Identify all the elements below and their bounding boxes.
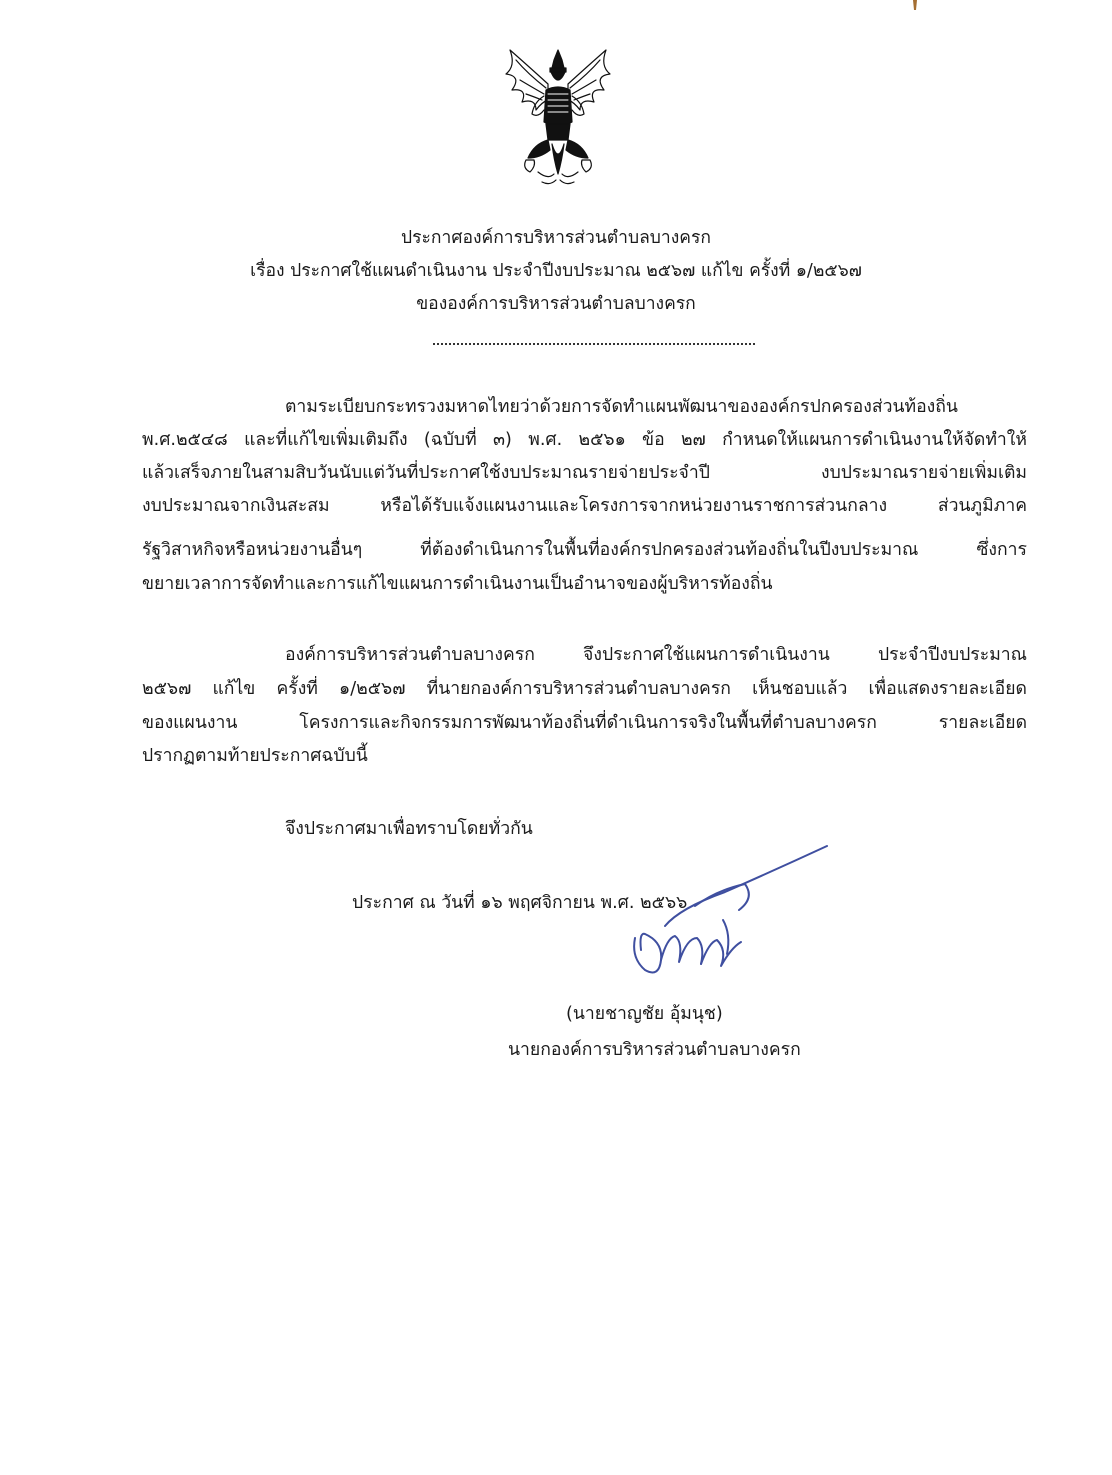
paragraph-2-line: ของแผนงาน โครงการและกิจกรรมการพัฒนาท้องถิ่นที่ดำเนินการจริงในพื้นที่ตำบลบางครก รายละเอียด xyxy=(142,713,1027,733)
garuda-emblem-icon xyxy=(498,44,618,194)
announcement-subject: เรื่อง ประกาศใช้แผนดำเนินงาน ประจำปีงบประมาณ ๒๕๖๗ แก้ไข ครั้งที่ ๑/๒๕๖๗ xyxy=(250,261,862,281)
signature-icon xyxy=(605,838,845,988)
paragraph-1-line: แล้วเสร็จภายในสามสิบวันนับแต่วันที่ประกาศใช้งบประมาณรายจ่ายประจำปี งบประมาณรายจ่ายเพิ่มเติม xyxy=(142,463,1027,483)
announcement-date: ประกาศ ณ วันที่ ๑๖ พฤศจิกายน พ.ศ. ๒๕๖๖ xyxy=(352,893,688,913)
paragraph-2-line: ปรากฏตามท้ายประกาศฉบับนี้ xyxy=(142,746,368,766)
closing-text: จึงประกาศมาเพื่อทราบโดยทั่วกัน xyxy=(285,819,533,839)
dotted-separator xyxy=(433,343,755,345)
paragraph-1-line: พ.ศ.๒๕๔๘ และที่แก้ไขเพิ่มเติมถึง (ฉบับที่ ๓) พ.ศ. ๒๕๖๑ ข้อ ๒๗ กำหนดให้แผนการดำเนินงานให้จัดทำให้ xyxy=(142,430,1027,450)
paragraph-1-line: รัฐวิสาหกิจหรือหน่วยงานอื่นๆ ที่ต้องดำเนินการในพื้นที่องค์กรปกครองส่วนท้องถิ่นในปีงบประมาณ ซึ่งการ xyxy=(142,540,1027,560)
announcement-issuer: ขององค์การบริหารส่วนตำบลบางครก xyxy=(416,294,696,314)
paragraph-1-line: ขยายเวลาการจัดทำและการแก้ไขแผนการดำเนินงานเป็นอำนาจของผู้บริหารท้องถิ่น xyxy=(142,574,773,594)
signer-name: (นายชาญชัย อุ้มนุช) xyxy=(566,1004,723,1024)
paragraph-2-line: ๒๕๖๗ แก้ไข ครั้งที่ ๑/๒๕๖๗ ที่นายกองค์การบริหารส่วนตำบลบางครก เห็นชอบแล้ว เพื่อแสดงรายละเอียด xyxy=(142,679,1027,699)
signer-title: นายกองค์การบริหารส่วนตำบลบางครก xyxy=(508,1040,801,1060)
paper-mark-icon xyxy=(908,0,922,16)
announcement-title: ประกาศองค์การบริหารส่วนตำบลบางครก xyxy=(401,228,711,248)
paragraph-1-line: งบประมาณจากเงินสะสม หรือได้รับแจ้งแผนงานและโครงการจากหน่วยงานราชการส่วนกลาง ส่วนภูมิภาค xyxy=(142,496,1027,516)
paragraph-2-line: องค์การบริหารส่วนตำบลบางครก จึงประกาศใช้แผนการดำเนินงาน ประจำปีงบประมาณ xyxy=(285,645,1027,665)
paragraph-1-line: ตามระเบียบกระทรวงมหาดไทยว่าด้วยการจัดทำแผนพัฒนาขององค์กรปกครองส่วนท้องถิ่น xyxy=(285,397,958,417)
